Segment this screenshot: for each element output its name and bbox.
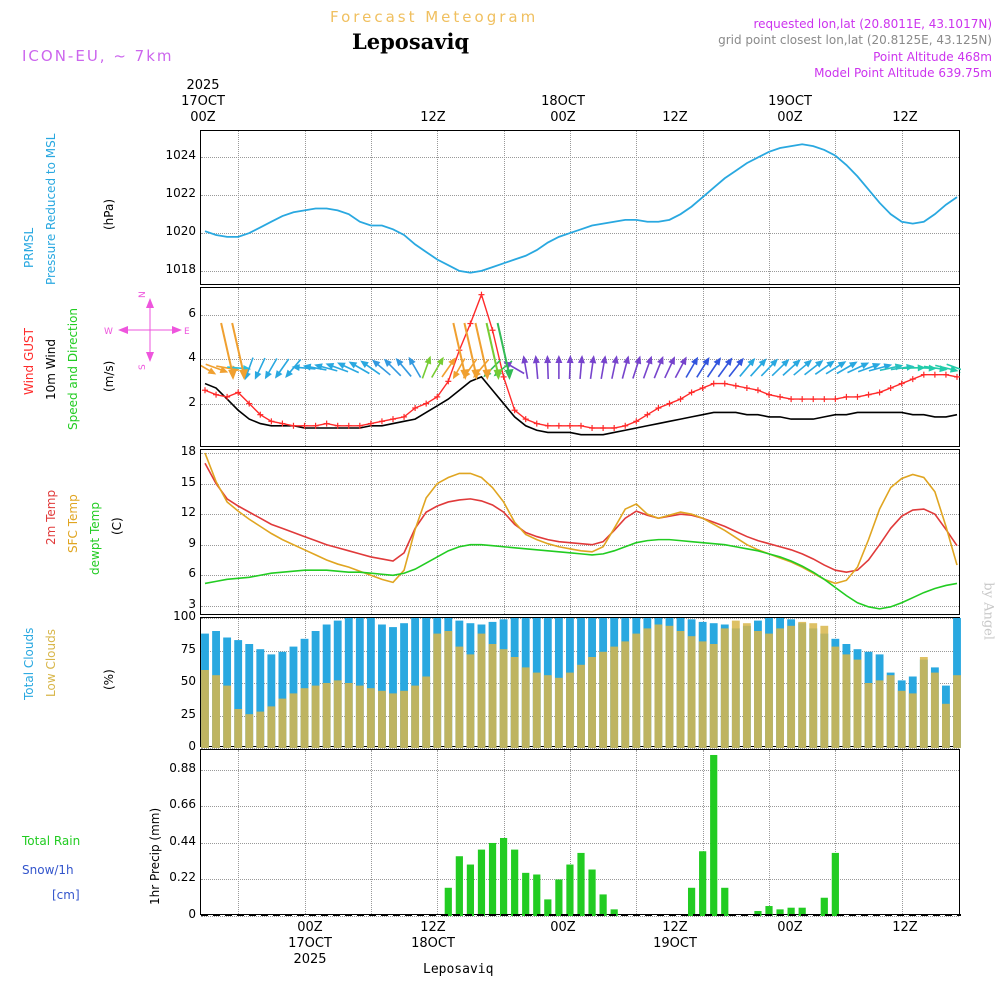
y-axis-tick: 12 [180,505,196,520]
top-axis-hour: 00Z [550,110,576,125]
panel-clouds [200,617,960,747]
top-axis-year: 2025 [186,78,220,93]
y-axis-tick: 100 [173,609,196,623]
model-point-altitude: Model Point Altitude 639.75m [814,66,992,80]
y-axis-tick: 15 [180,474,196,489]
label-pressure-reduced: Pressure Reduced to MSL [44,133,58,285]
bottom-axis-hour: 12Z [662,920,688,935]
y-axis-tick: 0 [188,739,196,753]
y-axis-tick: 18 [180,444,196,459]
bottom-axis-hour: 12Z [420,920,446,935]
gridline-horizontal [201,916,959,917]
svg-text:W: W [104,327,113,337]
label-cm-unit: [cm] [52,888,80,902]
y-axis-tick: 4 [188,350,196,365]
wind-series [201,288,961,448]
bottom-axis-hour: 00Z [550,920,576,935]
y-axis-tick: 0.44 [169,833,196,848]
label-c-unit: (C) [110,517,124,535]
bottom-axis-hour: 00Z [777,920,803,935]
top-axis-day: 18OCT [541,94,585,109]
label-2m-temp: 2m Temp [44,489,58,545]
label-sfc-temp: SFC Temp [66,494,80,553]
model-label: ICON-EU, ~ 7km [22,47,174,65]
temperature-series [201,450,961,616]
label-ms-unit: (m/s) [102,360,116,392]
label-percent-unit: (%) [102,669,116,690]
pressure-series [201,131,961,286]
label-total-rain: Total Rain [22,834,81,848]
y-axis-tick: 6 [188,566,196,581]
panel-pressure [200,130,960,285]
y-axis-tick: 0.66 [169,797,196,812]
y-axis-tick: 75 [180,641,196,656]
y-axis-tick: 0.22 [169,870,196,885]
point-altitude: Point Altitude 468m [873,50,992,64]
bottom-station-name: Leposaviq [423,962,494,977]
panel-wind [200,287,960,447]
label-wind-gust: Wind GUST [22,327,36,395]
top-axis-day: 19OCT [768,94,812,109]
label-total-clouds: Total Clouds [22,627,36,700]
grid-point-coords: grid point closest lon,lat (20.8125E, 43.125N) [718,33,992,47]
label-speed-direction: Speed and Direction [66,307,80,430]
svg-text:S: S [138,364,148,370]
bottom-axis-hour: 00Z [297,920,323,935]
panel-temperature [200,449,960,615]
label-precip-unit: 1hr Precip (mm) [148,807,162,905]
bottom-axis-day: 18OCT [411,936,455,951]
page-title: Leposaviq [352,29,470,54]
bottom-axis-hour: 12Z [892,920,918,935]
y-axis-tick: 25 [180,706,196,721]
y-axis-tick: 9 [188,535,196,550]
top-axis-hour: 00Z [190,110,216,125]
top-axis-hour: 12Z [662,110,688,125]
y-axis-tick: 1020 [165,224,196,239]
label-low-clouds: Low Clouds [44,629,58,697]
requested-coords: requested lon,lat (20.8011E, 43.1017N) [753,17,992,31]
clouds-bars [201,618,961,748]
watermark: by Angel [981,582,996,640]
forecast-meteogram-label: Forecast Meteogram [330,8,539,26]
bottom-axis-day: 19OCT [653,936,697,951]
top-axis-day: 17OCT [181,94,225,109]
bottom-axis-year: 2025 [293,952,327,967]
top-axis-hour: 12Z [892,110,918,125]
svg-text:E: E [184,327,190,337]
y-axis-tick: 2 [188,394,196,409]
label-10m-wind: 10m Wind [44,339,58,400]
top-axis-hour: 12Z [420,110,446,125]
label-hpa-unit: (hPa) [102,198,116,230]
y-axis-tick: 0.88 [169,760,196,775]
svg-text:N: N [138,291,148,298]
y-axis-tick: 6 [188,305,196,320]
top-axis-hour: 00Z [777,110,803,125]
y-axis-tick: 3 [188,596,196,611]
label-prmsl: PRMSL [22,227,36,268]
y-axis-tick: 1022 [165,186,196,201]
label-snow: Snow/1h [22,863,74,877]
y-axis-tick: 0 [188,907,196,921]
precip-bars [201,750,961,916]
panel-precip [200,749,960,915]
bottom-axis-day: 17OCT [288,936,332,951]
label-dewpt-temp: dewpt Temp [88,502,102,575]
y-axis-tick: 50 [180,674,196,688]
y-axis-tick: 1024 [165,148,196,163]
y-axis-tick: 1018 [165,261,196,276]
